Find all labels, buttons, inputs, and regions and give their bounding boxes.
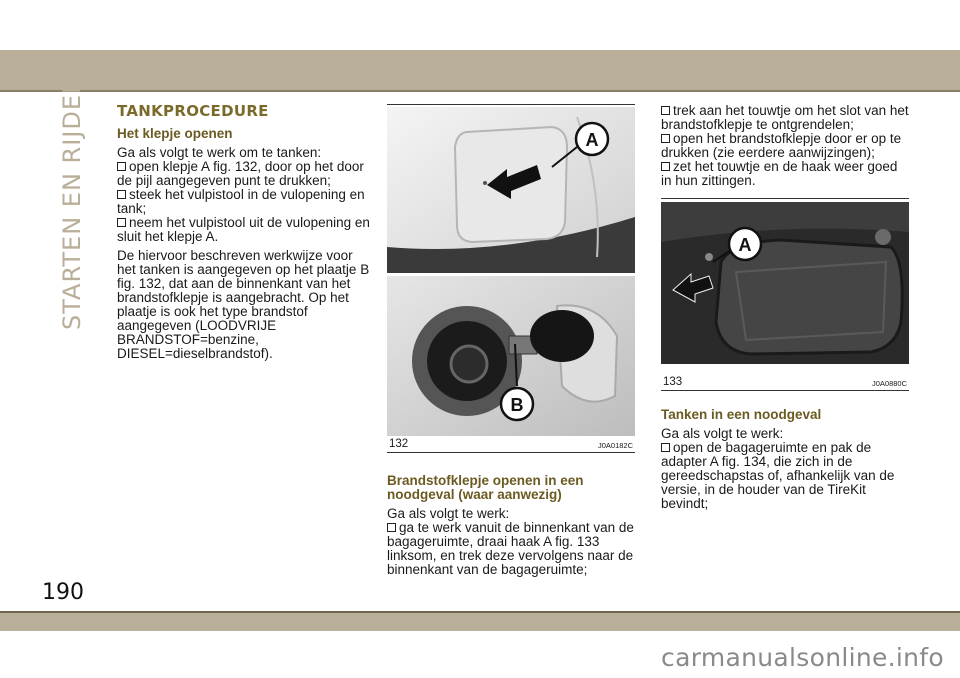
callout-b-label: B <box>510 395 524 415</box>
checkbox-bullet-icon <box>117 190 126 199</box>
list-item: neem het vulpistool uit de vulopening en sluit het klepje A. <box>117 215 370 244</box>
subheading-tanken-noodgeval: Tanken in een noodgeval <box>661 407 822 422</box>
column-2 <box>387 474 637 577</box>
paragraph: De hiervoor beschreven werkwijze voor het tanken is aangegeven op het plaatje B fig. 132, dat aan de binnenkant van het brandstofklepje is aangebracht. Op het plaatje is ook het type brandstof aangegeven (LOODVRIJE BRANDSTOF=benzine, DIESEL=dieselbrandstof). <box>117 248 370 361</box>
intro-text: Ga als volgt te werk: <box>661 426 784 441</box>
figure-top-rule <box>661 198 909 199</box>
trunk-hook-photo <box>661 202 909 364</box>
intro-text: Ga als volgt te werk om te tanken: <box>117 145 322 160</box>
list-item: ga te werk vanuit de binnenkant van de bagageruimte, draai haak A fig. 133 linksom, en trek deze vervolgens naar de binnenkant van de bagageruimte; <box>387 520 634 577</box>
checkbox-bullet-icon <box>387 523 396 532</box>
header-rule <box>0 90 960 92</box>
figure-number: 132 <box>389 438 409 450</box>
figure-caption <box>387 438 635 453</box>
column-3-lower <box>661 408 909 511</box>
fuel-flap-open-photo <box>387 276 635 436</box>
figure-top-rule <box>387 104 635 105</box>
checkbox-bullet-icon <box>117 218 126 227</box>
checkbox-bullet-icon <box>117 162 126 171</box>
figure-code: J0A0182C <box>597 441 633 450</box>
section-title-text: STARTEN EN RIJDEN <box>58 75 86 330</box>
column-1 <box>117 104 375 366</box>
list-item: open het brandstofklepje door er op te drukken (zie eerdere aanwijzingen); <box>661 131 902 160</box>
checkbox-bullet-icon <box>661 134 670 143</box>
callout-a-label: A <box>585 130 599 150</box>
list-item: steek het vulpistool in de vulopening en tank; <box>117 187 365 216</box>
checkbox-bullet-icon <box>661 443 670 452</box>
section-title-vertical <box>58 75 88 330</box>
watermark-text: carmanualsonline.info <box>661 643 944 672</box>
list-item: zet het touwtje en de haak weer goed in hun zittingen. <box>661 159 898 188</box>
footer-band <box>0 613 960 631</box>
intro-text: Ga als volgt te werk: <box>387 506 510 521</box>
heading-tankprocedure: TANKPROCEDURE <box>117 102 269 120</box>
figure-132 <box>387 104 635 456</box>
checkbox-bullet-icon <box>661 106 670 115</box>
list-item: trek aan het touwtje om het slot van het brandstofklepje te ontgrendelen; <box>661 103 909 132</box>
subheading-noodgeval-openen: Brandstofklepje openen in een noodgeval (waar aanwezig) <box>387 473 584 502</box>
page-number: 190 <box>42 580 84 605</box>
figure-133 <box>661 198 909 398</box>
figure-caption <box>661 374 909 391</box>
subheading-klepje-openen: Het klepje openen <box>117 126 233 141</box>
figure-code: J0A0880C <box>871 379 907 388</box>
checkbox-bullet-icon <box>661 162 670 171</box>
header-band <box>0 50 960 90</box>
fuel-flap-closed-photo <box>387 107 635 273</box>
figure-number: 133 <box>663 376 683 388</box>
list-item: open klepje A fig. 132, door op het door de pijl aangegeven punt te drukken; <box>117 159 364 188</box>
callout-a-label: A <box>738 235 752 255</box>
list-item: open de bagageruimte en pak de adapter A fig. 134, die zich in de gereedschapstas of, afhankelijk van de versie, in de houder van de TireKit bevindt; <box>661 440 895 511</box>
column-3 <box>661 104 909 188</box>
